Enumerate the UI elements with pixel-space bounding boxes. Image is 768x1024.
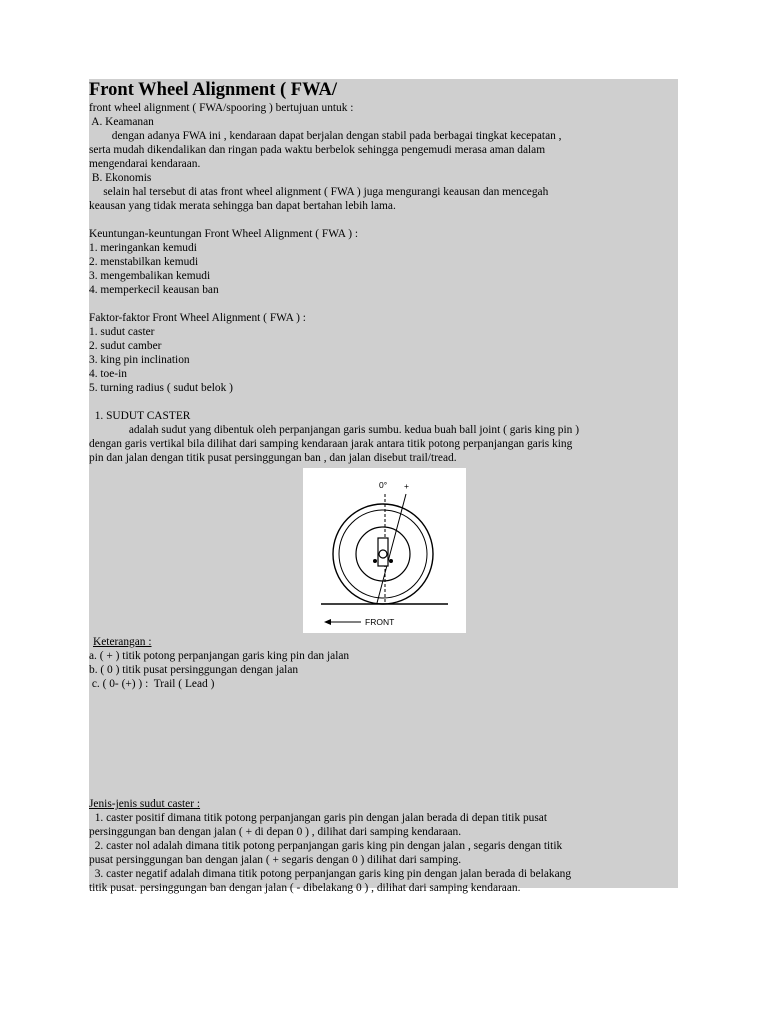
caster-figure [303,468,466,633]
list-item: c. ( 0- (+) ) : Trail ( Lead ) [89,678,215,690]
spacer [89,213,678,227]
list-item: 2. sudut camber [89,340,162,352]
list-item: 1. meringankan kemudi [89,242,197,254]
section-b-heading: B. Ekonomis [89,172,152,184]
jenis-heading [89,797,678,811]
jenis-heading-text: Jenis-jenis sudut caster : [89,798,201,810]
jenis-text-line: pusat persinggungan ban dengan jalan ( + segaris dengan 0 ) dilihat dari samping. [89,854,462,866]
front-arrow-head [324,619,331,625]
spacer [89,691,678,797]
list-item: 4. memperkecil keausan ban [89,284,219,296]
spacer [89,297,678,311]
jenis-text-line: 3. caster negatif adalah dimana titik potong perpanjangan garis king pin dengan jalan berada di belakang [89,868,572,880]
list-item: 3. mengembalikan kemudi [89,270,211,282]
list-item: 5. turning radius ( sudut belok ) [89,382,233,394]
list-item: 3. king pin inclination [89,354,190,366]
jenis-text-line: 1. caster positif dimana titik potong perpanjangan garis pin dengan jalan berada di depan titik pusat [89,812,548,824]
section-a-text-line: serta mudah dikendalikan dan ringan pada waktu berbelok sehingga pengemudi merasa aman dalam [89,144,546,156]
list-item: 4. toe-in [89,368,127,380]
section-a-heading: A. Keamanan [89,116,154,128]
document-body [89,79,678,895]
page-title: Front Wheel Alignment ( FWA/ [89,80,338,100]
jenis-text-line: titik pusat. persinggungan ban dengan jalan ( - dibelakang 0 ) , dilihat dari samping kendaraan. [89,882,521,894]
keterangan-heading-text: Keterangan : [93,636,152,648]
plus-label: + [404,481,409,491]
intro-text: front wheel alignment ( FWA/spooring ) bertujuan untuk : [89,102,354,114]
caster-text-line: dengan garis vertikal bila dilihat dari samping kendaraan jarak antara titik potong perpanjangan garis king [89,438,573,450]
figure-area [89,465,678,635]
caster-diagram [303,468,466,633]
section-b-text-line: keausan yang tidak merata sehingga ban dapat bertahan lebih lama. [89,200,396,212]
jenis-text-line: 2. caster nol adalah dimana titik potong perpanjangan garis king pin dengan jalan , segaris dengan titik [89,840,563,852]
section-a-text-line: mengendarai kendaraan. [89,158,201,170]
spacer [89,395,678,409]
list-item: b. ( 0 ) titik pusat persinggungan dengan jalan [89,664,299,676]
jenis-text-line: persinggungan ban dengan jalan ( + di depan 0 ) , dilihat dari samping kendaraan. [89,826,462,838]
ball-joint [389,559,393,563]
ball-joint [373,559,377,563]
list-item: 1. sudut caster [89,326,155,338]
list-item: a. ( + ) titik potong perpanjangan garis king pin dan jalan [89,650,350,662]
keuntungan-heading: Keuntungan-keuntungan Front Wheel Alignment ( FWA ) : [89,228,359,240]
faktor-heading: Faktor-faktor Front Wheel Alignment ( FWA ) : [89,312,306,324]
keterangan-heading [89,635,678,649]
list-item: 2. menstabilkan kemudi [89,256,199,268]
zero-label: 0° [379,480,388,490]
caster-text-line: pin dan jalan dengan titik pusat persinggungan ban , dan jalan disebut trail/tread. [89,452,457,464]
section-b-text-line: selain hal tersebut di atas front wheel alignment ( FWA ) juga mengurangi keausan dan mencegah [89,186,549,198]
caster-text-line: adalah sudut yang dibentuk oleh perpanjangan garis sumbu. kedua buah ball joint ( garis king pin ) [89,424,580,436]
front-label: FRONT [365,617,395,627]
caster-heading: 1. SUDUT CASTER [89,410,191,422]
section-a-text-line: dengan adanya FWA ini , kendaraan dapat berjalan dengan stabil pada berbagai tingkat kecepatan , [89,130,562,142]
